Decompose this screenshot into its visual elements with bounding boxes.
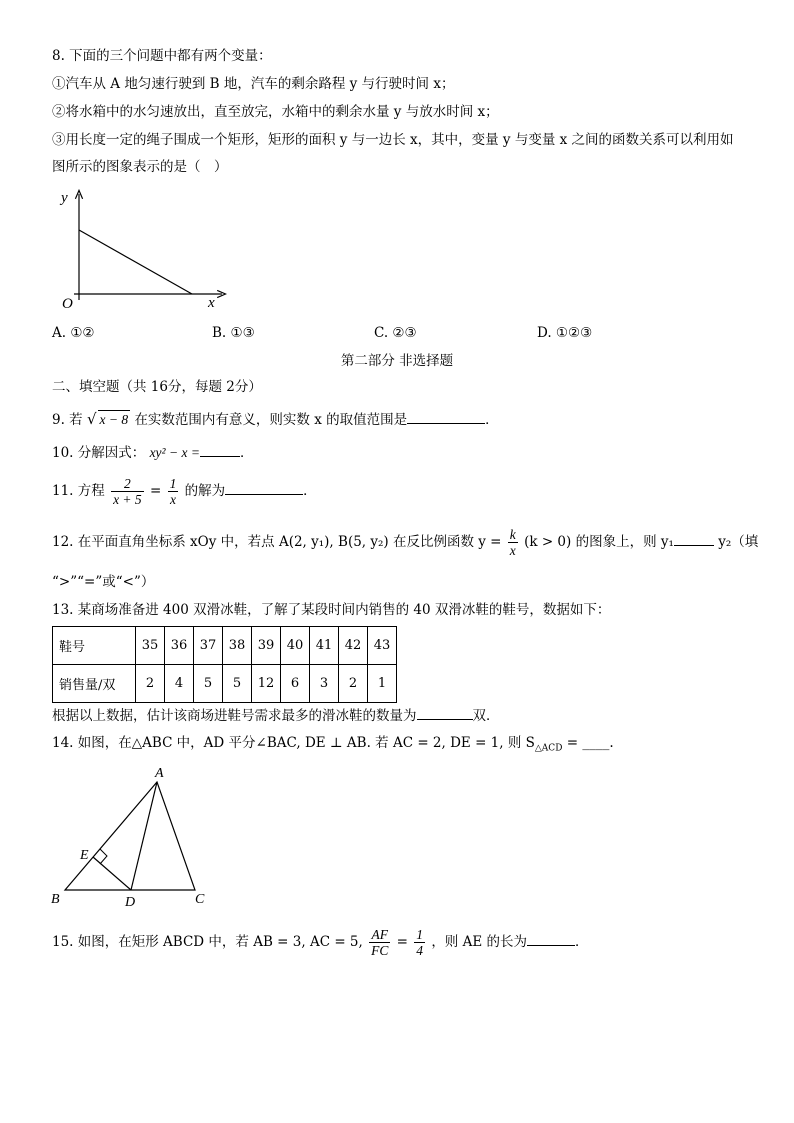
- q13-row1-header: 鞋号: [53, 627, 136, 665]
- q9-radicand: x − 8: [99, 412, 129, 427]
- q8-origin-label: O: [62, 296, 73, 312]
- q9-blank: [407, 409, 485, 424]
- table-cell: 3: [310, 665, 339, 703]
- table-cell: 38: [223, 627, 252, 665]
- table-cell: 5: [223, 665, 252, 703]
- q12-fraction: $\frac{k}{x}$: [509, 527, 516, 558]
- q14-triangle-abc: [65, 782, 195, 890]
- q14-end: = ____.: [562, 735, 614, 751]
- q14-right-angle-mark: [100, 849, 107, 864]
- q10-pre: 10. 分解因式：: [52, 445, 146, 461]
- q8-y-label: y: [61, 190, 68, 206]
- q15-fraction-right: $\frac{1}{4}$: [416, 927, 424, 958]
- q15: 15. 如图，在矩形 ABCD 中，若 AB = 3, AC = 5, $\frac{AF}{FC}$ = $\frac{1}{4}$ ，则 AE 的长为 ．: [52, 927, 589, 958]
- q13-table: [52, 626, 397, 703]
- q15-fraction-left: $\frac{AF}{FC}$: [371, 927, 389, 958]
- q12-cont: “>”“=”或“<”）: [52, 574, 155, 590]
- q11-fraction-right: $\frac{1}{x}$: [169, 476, 177, 507]
- q9-post: 在实数范围内有意义，则实数 x 的取值范围是: [134, 412, 408, 428]
- q10-blank: [200, 442, 240, 457]
- q13-stem: 13. 某商场准备进 400 双滑冰鞋，了解了某段时间内销售的 40 双滑冰鞋的鞋号，数据如下：: [52, 602, 611, 618]
- q8-x-label: x: [208, 295, 215, 311]
- part2-title: 第二部分 非选择题: [340, 353, 454, 369]
- table-cell: 2: [339, 665, 368, 703]
- q14-label-c: C: [195, 892, 205, 907]
- q8-graph-line: [79, 230, 192, 294]
- q8-item2: ②将水箱中的水匀速放出，直至放完，水箱中的剩余水量 y 与放水时间 x；: [52, 104, 499, 120]
- q13-after-pre: 根据以上数据，估计该商场进鞋号需求最多的滑冰鞋的数量为: [52, 708, 417, 724]
- q8-option-c: C. ②③: [374, 325, 417, 341]
- table-cell: 40: [281, 627, 310, 665]
- table-cell: 42: [339, 627, 368, 665]
- q13-after: [52, 705, 500, 725]
- table-cell: 4: [165, 665, 194, 703]
- q12-pre: 12. 在平面直角坐标系 xOy 中，若点 A(2, y₁), B(5, y₂) 在反比例函数 y =: [52, 534, 502, 550]
- q13-blank: [417, 705, 473, 720]
- q12: [52, 525, 758, 559]
- table-cell: 36: [165, 627, 194, 665]
- q11-equals: =: [149, 483, 162, 499]
- table-cell: 6: [281, 665, 310, 703]
- section2-heading: 二、填空题（共 16分，每题 2分）: [52, 379, 262, 395]
- q11-post: 的解为: [184, 483, 226, 499]
- table-cell: 12: [252, 665, 281, 703]
- table-row: [53, 665, 397, 703]
- q14-label-a: A: [155, 766, 164, 781]
- q8-item1: ①汽车从 A 地匀速行驶到 B 地，汽车的剩余路程 y 与行驶时间 x；: [52, 76, 455, 92]
- q14-text: [52, 734, 614, 758]
- q13-after-post: 双．: [472, 708, 500, 724]
- q12-mid: (k > 0) 的图象上，则 y₁: [524, 534, 674, 550]
- q8-item3b: 图所示的图象表示的是（ ）: [52, 159, 228, 175]
- q14-segment-ad: [131, 782, 157, 890]
- q14-label-e: E: [80, 848, 89, 863]
- q8-option-b: B. ①③: [212, 325, 255, 341]
- table-row: [53, 627, 397, 665]
- q8-stem: 8. 下面的三个问题中都有两个变量：: [52, 48, 272, 64]
- table-cell: 41: [310, 627, 339, 665]
- q14-segment-de: [93, 857, 131, 890]
- q12-post: y₂（填: [718, 534, 759, 550]
- q14-label-b: B: [51, 892, 60, 907]
- table-cell: 1: [368, 665, 397, 703]
- table-cell: 35: [136, 627, 165, 665]
- q9-pre: 9. 若: [52, 412, 83, 428]
- q15-blank: [527, 931, 575, 946]
- q8-item3a: ③用长度一定的绳子围成一个矩形，矩形的面积 y 与一边长 x，其中，变量 y 与变量 x 之间的函数关系可以利用如: [52, 132, 734, 148]
- q15-equals: =: [396, 934, 408, 950]
- q13-row2-header: 销售量/双: [53, 665, 136, 703]
- q11-pre: 11. 方程: [52, 483, 105, 499]
- q14-triangle-diagram: [45, 762, 225, 912]
- q11-fraction-left: $\frac{2}{x + 5}$: [113, 476, 142, 507]
- q8-option-a: A. ①②: [52, 325, 95, 341]
- q14-sub: △ACD: [534, 743, 563, 754]
- q14-label-d: D: [125, 895, 136, 910]
- q10-expr: xy² − x =: [149, 445, 200, 460]
- table-cell: 5: [194, 665, 223, 703]
- table-cell: 2: [136, 665, 165, 703]
- q15-pre: 15. 如图，在矩形 ABCD 中，若 AB = 3, AC = 5,: [52, 934, 363, 950]
- q9: 9. 若 √ x − 8 在实数范围内有意义，则实数 x 的取值范围是 ．: [52, 410, 499, 428]
- q14-text-main: 14. 如图，在△ABC 中，AD 平分∠BAC, DE ⊥ AB. 若 AC = 2, DE = 1, 则 S: [52, 735, 535, 751]
- table-cell: 37: [194, 627, 223, 665]
- q8-option-d: D. ①②③: [537, 325, 593, 341]
- table-cell: 43: [368, 627, 397, 665]
- q10: 10. 分解因式： xy² − x = ．: [52, 442, 253, 462]
- q15-post: ，则 AE 的长为: [431, 934, 527, 950]
- table-cell: 39: [252, 627, 281, 665]
- q11-blank: [225, 480, 303, 495]
- q12-blank: [674, 531, 714, 546]
- q8-graph: [52, 180, 232, 315]
- q11: 11. 方程 $\frac{2}{x + 5}$ = $\frac{1}{x}$ 的解为 ．: [52, 476, 317, 507]
